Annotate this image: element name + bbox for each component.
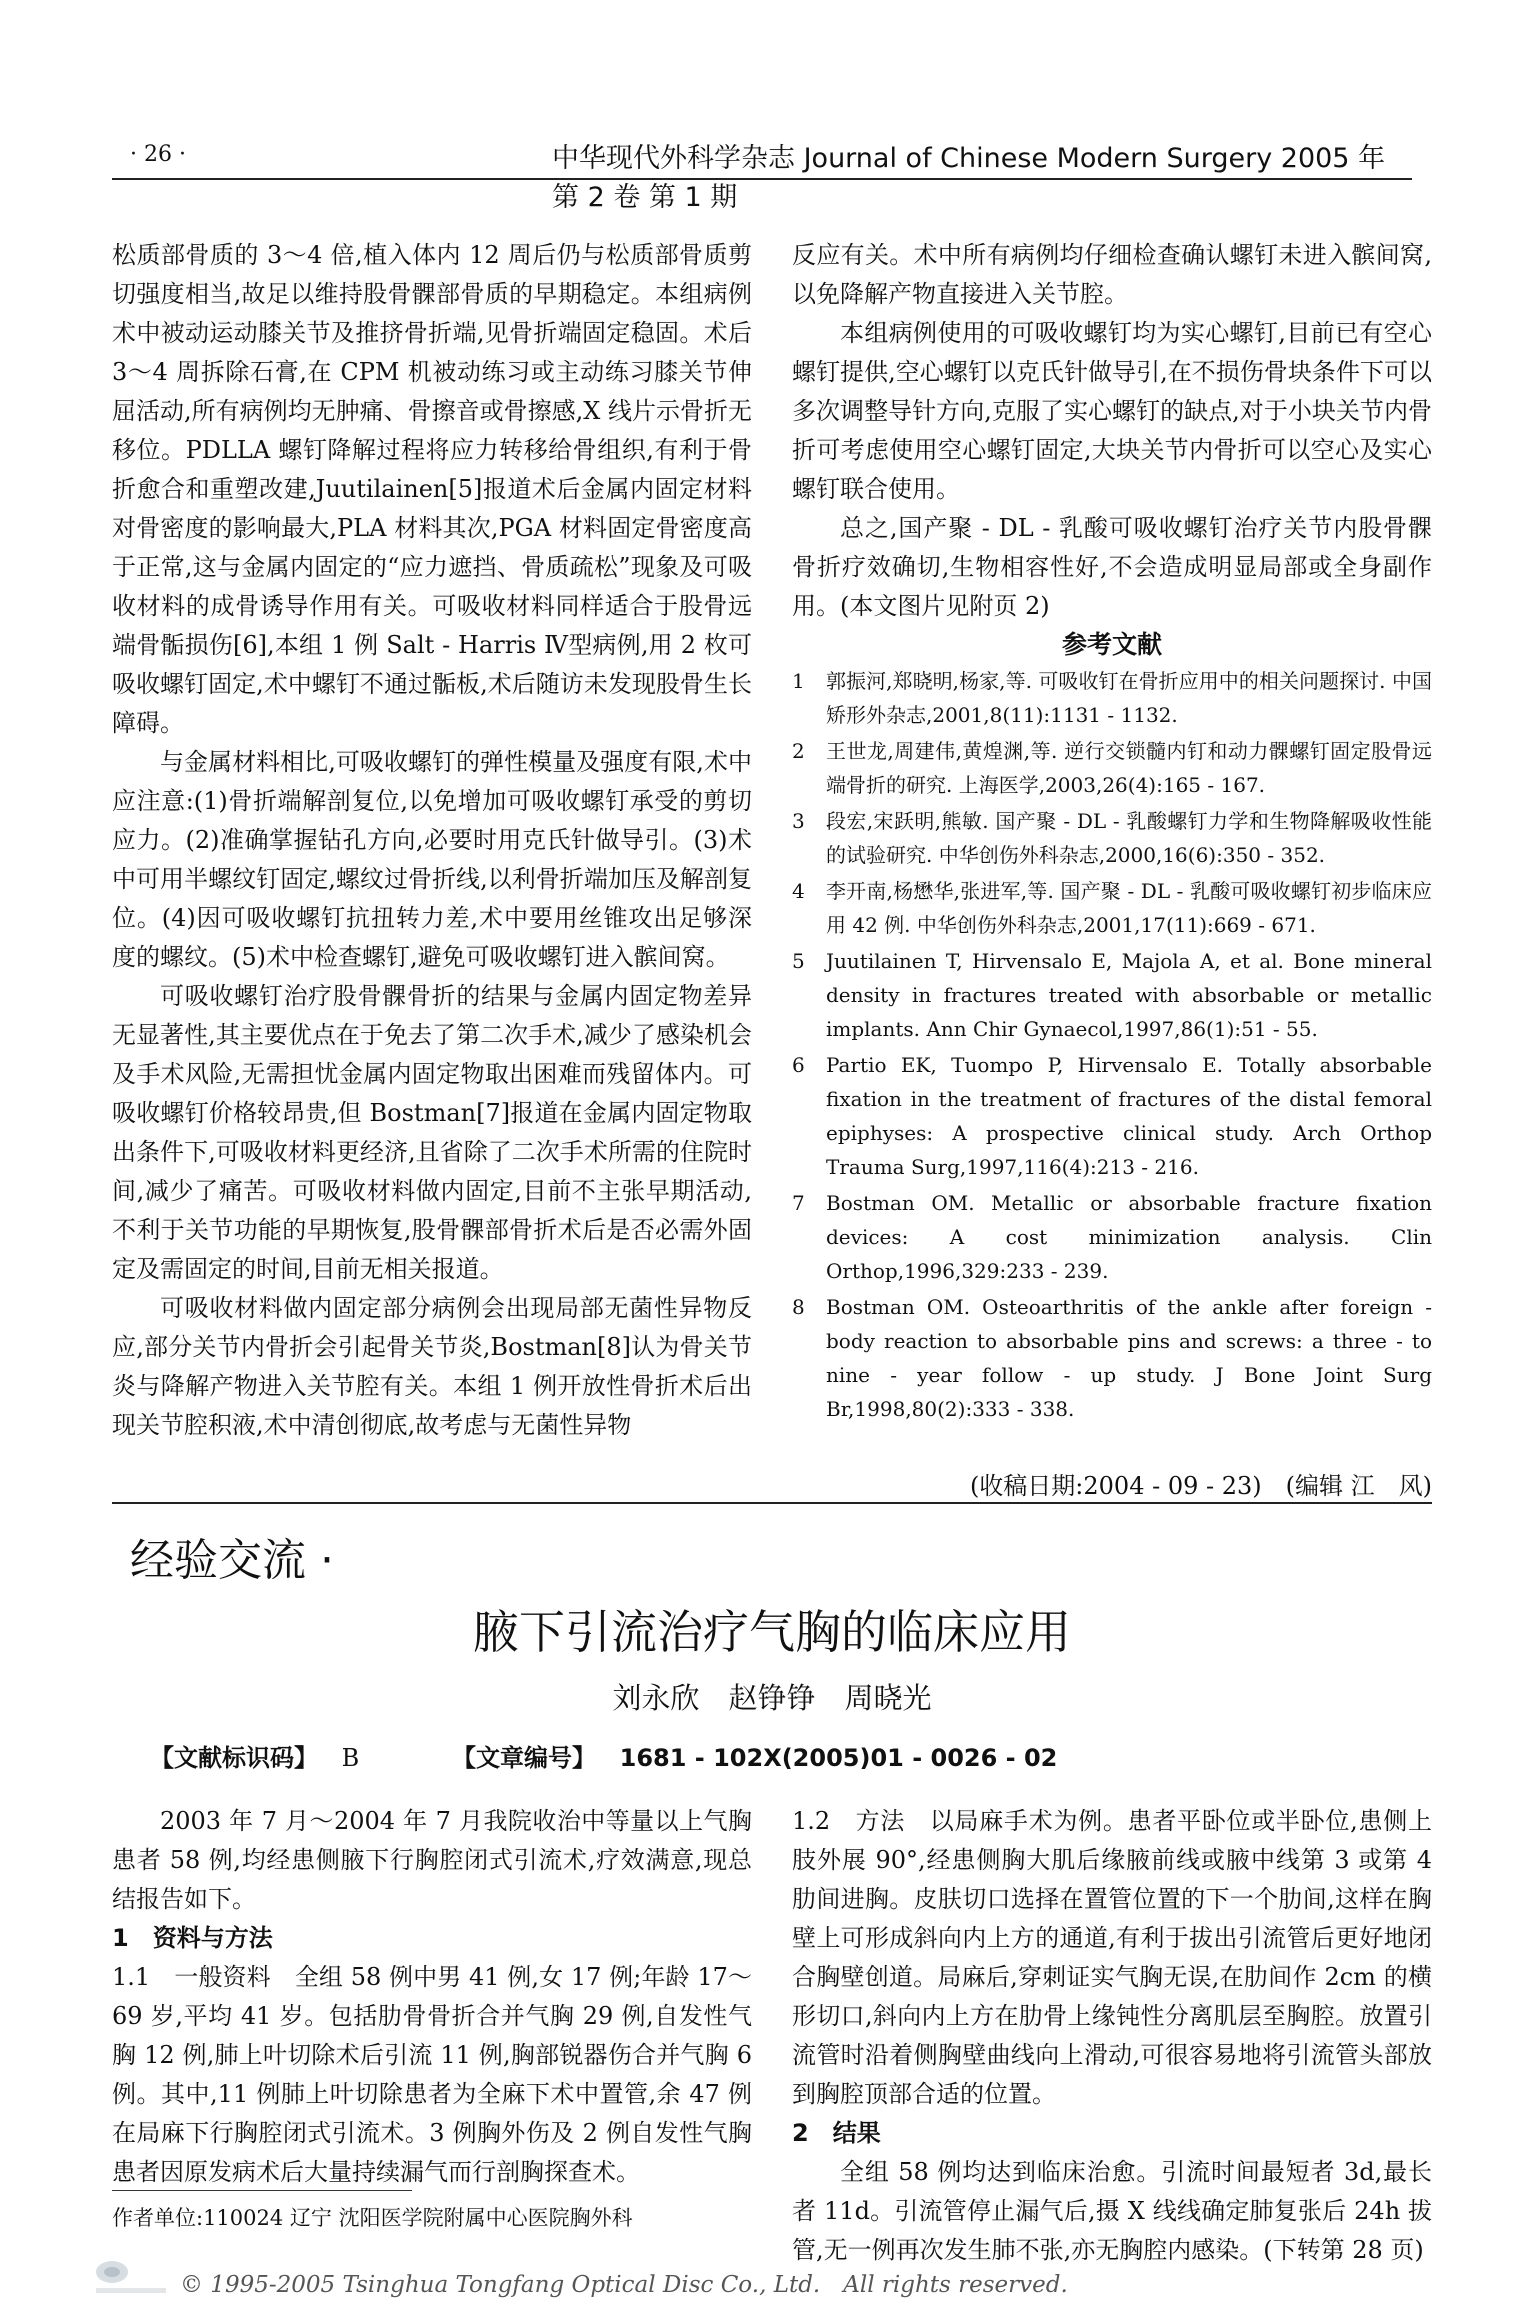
left-paragraph: 可吸收材料做内固定部分病例会出现局部无菌性异物反应,部分关节内骨折会引起骨关节炎,Bostman[8]认为骨关节炎与降解产物进入关节腔有关。本组 1 例开放性骨折术后出现关节腔积液,术中清创彻底,故考虑与无菌性异物 xyxy=(112,1294,752,1439)
right-column xyxy=(792,236,1432,1428)
article-authors: 刘永欣 赵铮铮 周晓光 xyxy=(612,1681,932,1715)
intro-paragraph: 2003 年 7 月～2004 年 7 月我院收治中等量以上气胸患者 58 例,均经患侧腋下行胸腔闭式引流术,疗效满意,现总结报告如下。 xyxy=(112,1807,752,1913)
doc-code-value: B xyxy=(341,1744,360,1772)
page-number: · 26 · xyxy=(130,142,186,167)
running-header xyxy=(112,128,1412,213)
body-paragraph: 1.2 方法 以局麻手术为例。患者平卧位或半卧位,患侧上肢外展 90°,经患侧胸大肌后缘腋前线或腋中线第 3 或第 4 肋间进胸。皮肤切口选择在置管位置的下一个肋间,这样在胸壁上可形成斜向内上方的通道,有利于拔出引流管后更好地闭合胸壁创道。局麻后,穿刺证实气胸无误,在肋间作 2cm 的横形切口,斜向内上方在肋骨上缘钝性分离肌层至胸腔。放置引流管时沿着侧胸壁曲线向上滑动,可很容易地将引流管头部放到胸腔顶部合适的位置。 xyxy=(792,1807,1432,2108)
section-heading: 2 结果 xyxy=(792,2119,881,2147)
doc-code-label: 【文献标识码】 xyxy=(150,1744,318,1772)
article-number-value: 1681 - 102X(2005)01 - 0026 - 02 xyxy=(619,1744,1058,1772)
section-heading: 1 资料与方法 xyxy=(112,1924,273,1952)
reference-item: 1 郭振河,郑晓明,杨家,等. 可吸收钉在骨折应用中的相关问题探讨. 中国矫形外杂志,2001,8(11):1131 - 1132. xyxy=(792,669,1432,727)
reference-item: 3 段宏,宋跃明,熊敏. 国产聚 - DL - 乳酸螺钉力学和生物降解吸收性能的试验研究. 中华创伤外科杂志,2000,16(6):350 - 352. xyxy=(792,809,1432,867)
article-number xyxy=(452,1738,1057,1773)
article-separator xyxy=(112,1502,1432,1504)
article-title: 腋下引流治疗气胸的临床应用 xyxy=(473,1605,1071,1659)
right-paragraph: 本组病例使用的可吸收螺钉均为实心螺钉,目前已有空心螺钉提供,空心螺钉以克氏针做导引,在不损伤骨块条件下可以多次调整导针方向,克服了实心螺钉的缺点,对于小块关节内骨折可考虑使用空心螺钉固定,大块关节内骨折可以空心及实心螺钉联合使用。 xyxy=(792,319,1432,503)
body-paragraph: 全组 58 例均达到临床治愈。引流时间最短者 3d,最长者 11d。引流管停止漏气后,摄 X 线线确定肺复张后 24h 拔管,无一例再次发生肺不张,亦无胸腔内感染。(下转第 28 页) xyxy=(792,2158,1432,2264)
right-paragraph: 总之,国产聚 - DL - 乳酸可吸收螺钉治疗关节内股骨髁骨折疗效确切,生物相容性好,不会造成明显局部或全身副作用。(本文图片见附页 2) xyxy=(792,514,1432,620)
cnki-logo-icon xyxy=(90,2252,180,2302)
article-number-label: 【文章编号】 xyxy=(452,1744,596,1772)
left-paragraph: 可吸收螺钉治疗股骨髁骨折的结果与金属内固定物差异无显著性,其主要优点在于免去了第二次手术,减少了感染机会及手术风险,无需担忧金属内固定物取出困难而残留体内。可吸收螺钉价格较昂贵,但 Bostman[7]报道在金属内固定物取出条件下,可吸收材料更经济,且省除了二次手术所需的住院时间,减少了痛苦。可吸收材料做内固定,目前不主张早期活动,不利于关节功能的早期恢复,股骨髁部骨折术后是否必需外固定及需固定的时间,目前无相关报道。 xyxy=(112,982,752,1283)
body-paragraph: 1.1 一般资料 全组 58 例中男 41 例,女 17 例;年龄 17～69 岁,平均 41 岁。包括肋骨骨折合并气胸 29 例,自发性气胸 12 例,肺上叶切除术后引流 11 例,胸部锐器伤合并气胸 6 例。其中,11 例肺上叶切除患者为全麻下术中置管,余 47 例在局麻下行胸腔闭式引流术。3 例胸外伤及 2 例自发性气胸患者因原发病术后大量持续漏气而行剖胸探查术。 xyxy=(112,1963,752,2186)
journal-title: 中华现代外科学杂志 Journal of Chinese Modern Surgery 2005 年第 2 卷 第 1 期 xyxy=(552,143,1386,213)
reference-item: 2 王世龙,周建伟,黄煌渊,等. 逆行交锁髓内钉和动力髁螺钉固定股骨远端骨折的研究. 上海医学,2003,26(4):165 - 167. xyxy=(792,739,1432,797)
doc-code xyxy=(150,1738,359,1773)
left-column xyxy=(112,236,752,1445)
body-right-column xyxy=(792,1802,1432,2270)
reference-item: 8 Bostman OM. Osteoarthritis of the ankle after foreign - body reaction to absorbable pins and screws: a three - to nine - year follow - up study. J Bone Joint Surg Br,1998,80(2):333 - 338. xyxy=(792,1295,1432,1421)
copyright-notice: © 1995-2005 Tsinghua Tongfang Optical Disc Co., Ltd. All rights reserved. xyxy=(180,2272,1068,2298)
right-paragraph: 反应有关。术中所有病例均仔细检查确认螺钉未进入髌间窝,以免降解产物直接进入关节腔。 xyxy=(792,241,1432,308)
left-paragraph: 松质部骨质的 3～4 倍,植入体内 12 周后仍与松质部骨质剪切强度相当,故足以维持股骨髁部骨质的早期稳定。本组病例术中被动运动膝关节及推挤骨折端,见骨折端固定稳固。术后 3～4 周拆除石膏,在 CPM 机被动练习或主动练习膝关节伸屈活动,所有病例均无肿痛、骨擦音或骨擦感,X 线片示骨折无移位。PDLLA 螺钉降解过程将应力转移给骨组织,有利于骨折愈合和重塑改建,Juutilainen[5]报道术后金属内固定材料对骨密度的影响最大,PLA 材料其次,PGA 材料固定骨密度高于正常,这与金属内固定的“应力遮挡、骨质疏松”现象及可吸收材料的成骨诱导作用有关。可吸收材料同样适合于股骨远端骨骺损伤[6],本组 1 例 Salt - Harris Ⅳ型病例,用 2 枚可吸收螺钉固定,术中螺钉不通过骺板,术后随访未发现股骨生长障碍。 xyxy=(112,241,752,737)
reference-item: 7 Bostman OM. Metallic or absorbable fracture fixation devices: A cost minimization analysis. Clin Orthop,1996,329:233 - 239. xyxy=(792,1191,1432,1283)
left-paragraph: 与金属材料相比,可吸收螺钉的弹性模量及强度有限,术中应注意:(1)骨折端解剖复位,以免增加可吸收螺钉承受的剪切应力。(2)准确掌握钻孔方向,必要时用克氏针做导引。(3)术中可用半螺纹钉固定,螺纹过骨折线,以利骨折端加压及解剖复位。(4)因可吸收螺钉抗扭转力差,术中要用丝锥攻出足够深度的螺纹。(5)术中检查螺钉,避免可吸收螺钉进入髌间窝。 xyxy=(112,748,752,971)
author-affiliation: 作者单位:110024 辽宁 沈阳医学院附属中心医院胸外科 xyxy=(112,2206,633,2230)
reference-item: 6 Partio EK, Tuompo P, Hirvensalo E. Totally absorbable fixation in the treatment of fractures of the distal femoral epiphyses: A prospective clinical study. Arch Orthop Trauma Surg,1997,116(4):213 - 216. xyxy=(792,1053,1432,1179)
reference-item: 4 李开南,杨懋华,张进军,等. 国产聚 - DL - 乳酸可吸收螺钉初步临床应用 42 例. 中华创伤外科杂志,2001,17(11):669 - 671. xyxy=(792,879,1432,937)
body-left-column xyxy=(112,1802,752,2192)
references-title: 参考文献 xyxy=(1061,630,1162,659)
header-rule xyxy=(112,178,1412,180)
reference-item: 5 Juutilainen T, Hirvensalo E, Majola A, et al. Bone mineral density in fractures treated with absorbable or metallic implants. Ann Chir Gynaecol,1997,86(1):51 - 55. xyxy=(792,949,1432,1041)
section-label: 经验交流 · xyxy=(130,1535,334,1586)
received-date: (收稿日期:2004 - 09 - 23) (编辑 江 风) xyxy=(969,1472,1432,1500)
footnote-rule xyxy=(112,2190,412,2191)
